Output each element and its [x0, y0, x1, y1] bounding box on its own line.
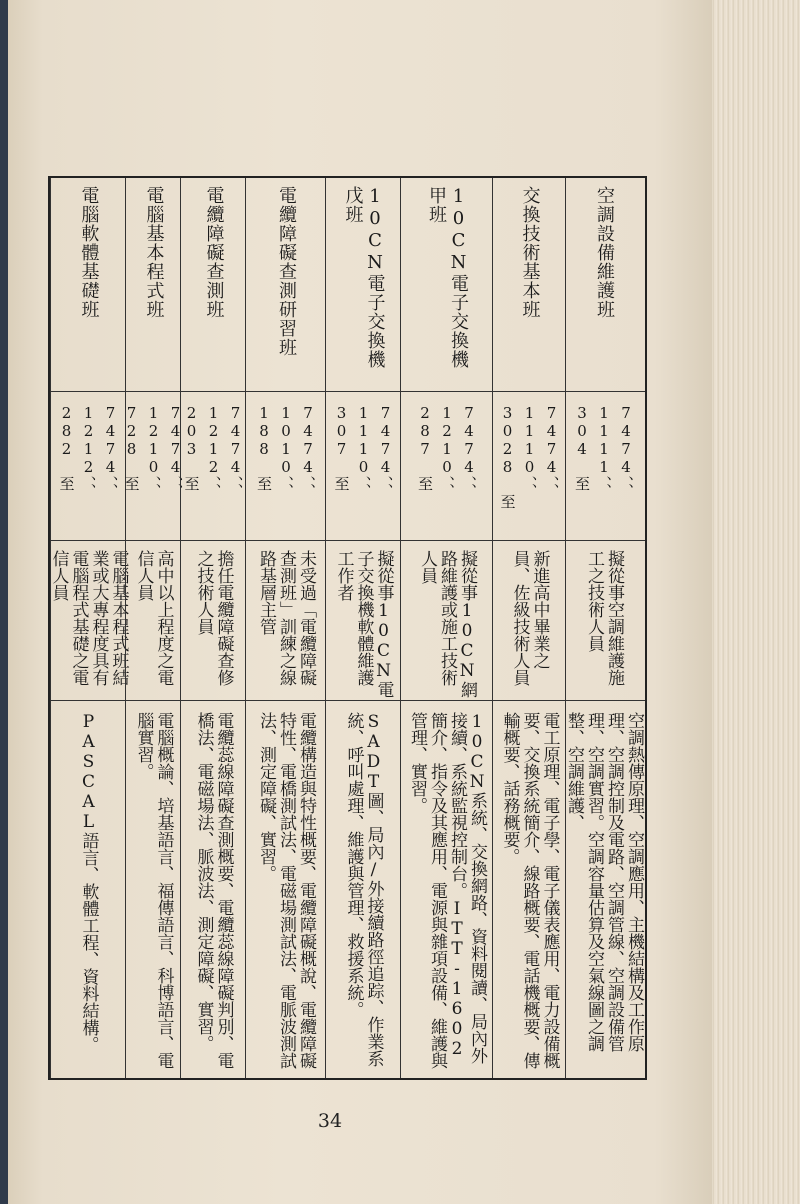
date-cell: [401, 404, 493, 536]
course-target: 擬從事10CN網路維護或施工技術人員: [417, 550, 477, 698]
date-cell: [246, 404, 326, 536]
course-dates: 7474、、1212、、282 至: [57, 404, 120, 499]
content-cell: [246, 712, 326, 1072]
course-name: 電腦基本程式班: [143, 186, 165, 319]
content-cell: [493, 712, 566, 1072]
target-cell: [126, 550, 181, 698]
course-dates: 7474、、1212、、203 至: [182, 404, 245, 499]
date-cell: [493, 404, 566, 536]
date-cell: [122, 404, 185, 536]
course-name-cell: [493, 186, 566, 386]
course-dates: 7474、、1210、、287 至: [416, 404, 478, 499]
course-target: 擬從事10CN電子交換機軟體維護工作者: [333, 550, 394, 698]
course-column: [400, 178, 493, 1078]
course-name: 電腦軟體基礎班: [78, 186, 100, 319]
content-cell: [566, 712, 642, 1072]
course-column: [122, 178, 185, 1078]
date-cell: [181, 404, 246, 536]
course-target: 新進高中畢業之員、佐級技術人員: [509, 550, 550, 686]
course-name-cell: [246, 186, 326, 386]
course-column: [180, 178, 246, 1078]
course-name-cell: [401, 186, 493, 386]
course-name: 10CN電子交換機甲班: [426, 186, 469, 369]
course-name-cell: [181, 186, 246, 386]
course-dates: 7474、、1111、、304 至: [573, 404, 635, 499]
course-dates: 7474、、1110、、307 至: [332, 404, 395, 499]
course-name-cell: [126, 186, 181, 386]
book-spine: [0, 0, 8, 1204]
page-number: 34: [317, 1110, 343, 1132]
course-name: 空調設備維護班: [594, 186, 615, 319]
content-cell: [401, 712, 493, 1072]
date-cell: [51, 404, 126, 536]
course-content: 10CN系統、交換網路、資料閱讀、局內外接續、系統監視控制台。ITT-1602簡介、指令及其應用、電源與雜項設備、維護與管理、實習。: [407, 712, 487, 1069]
course-column: [492, 178, 566, 1078]
course-dates: 7474、、1110、、3028 至: [498, 404, 561, 509]
target-cell: [493, 550, 566, 698]
course-name: 電纜障礙查測研習班: [276, 186, 297, 357]
course-target: 電腦基本程式班結業或大專程度具有電腦程式基礎之電信人員: [48, 550, 129, 686]
course-name-cell: [51, 186, 126, 386]
content-cell: [181, 712, 246, 1072]
course-column: [245, 178, 326, 1078]
course-target: 擔任電纜障礙查修之技術人員: [193, 550, 234, 686]
course-column: [48, 178, 129, 1078]
course-content: 電纜構造與特性概要、電纜障礙概說、電纜障礙特性、電橋測試法、電磁場測試法、電脈波測試法、測定障礙、實習。: [256, 712, 316, 1069]
course-column: [325, 178, 401, 1078]
target-cell: [401, 550, 493, 698]
target-cell: [48, 550, 129, 698]
course-dates: 7474、、1010、、188 至: [255, 404, 317, 499]
course-content: PASCAL語言、軟體工程、資料結構。: [78, 712, 99, 1053]
course-name: 電纜障礙查測班: [203, 186, 225, 319]
course-content: 空調熱傳原理、空調應用、主機結構及工作原理、空調控制及電路、空調管線、空調設備管理、空調實習。空調容量估算及空氣線圖之調整、空調維護、: [564, 712, 644, 1052]
course-content: 電腦概論、培基語言、福傳語言、科博語言、電腦實習。: [133, 712, 174, 1069]
date-cell: [326, 404, 401, 536]
target-cell: [246, 550, 326, 698]
course-name-cell: [566, 186, 642, 386]
content-cell: [126, 712, 181, 1072]
course-name: 10CN電子交換機戊班: [342, 186, 386, 369]
course-content: 電工原理、電子學、電子儀表應用、電力設備概要、交換系統簡介、線路概要、電話機概要、傳輸概要、話務概要。: [499, 712, 560, 1069]
course-name: 交換技術基本班: [519, 186, 541, 319]
course-target: 擬從事空調維護施工之技術人員: [584, 550, 624, 686]
date-cell: [566, 404, 642, 536]
target-cell: [566, 550, 642, 698]
content-cell: [51, 712, 126, 1072]
course-column: [565, 178, 642, 1078]
course-dates: 7474、、1210、、728 至: [122, 404, 185, 499]
course-target: 未受過「電纜障礙查測班」訓練之線路基層主管: [256, 550, 316, 686]
course-content: SADT圖、局內/外接續路徑追踪、作業系統、呼叫處理、維護與管理、救援系統。: [343, 712, 384, 1067]
course-target: 高中以上程度之電信人員: [133, 550, 174, 686]
course-table: [48, 176, 647, 1080]
course-content: 電纜蕊線障礙查測概要、電纜蕊線障礙判別、電橋法、電磁場法、脈波法、測定障礙、實習。: [193, 712, 234, 1069]
course-name-cell: [326, 186, 401, 386]
target-cell: [326, 550, 401, 698]
target-cell: [181, 550, 246, 698]
content-cell: [326, 712, 401, 1072]
